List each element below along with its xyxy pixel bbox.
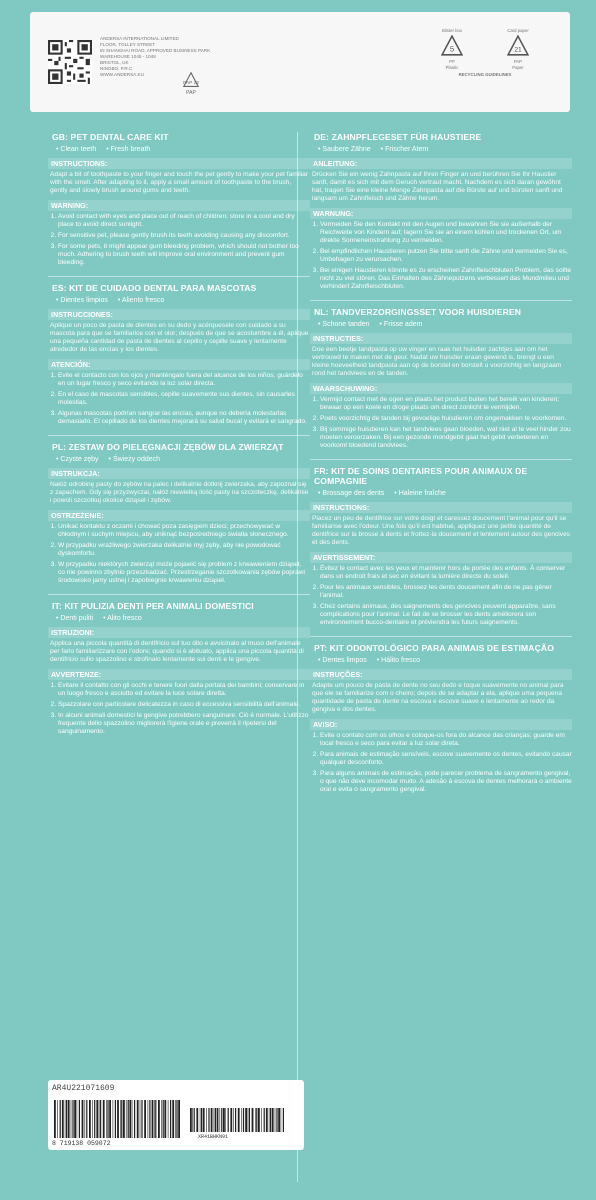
warning-list — [310, 732, 572, 794]
address-line: BRISTOL, UK — [100, 60, 129, 65]
warning-item: 1. Évitez le contact avec les yeux et maintenir hors de portée des enfants. À conserver dans un endroit frais et sec en évitant la lumière directe du soleil. — [320, 565, 572, 581]
secondary-barcode — [188, 1108, 288, 1132]
pap-code: PAP — [186, 90, 196, 96]
warning-label: WARNUNG: — [310, 208, 572, 219]
section-gb — [48, 132, 310, 267]
instructions-text: Drücken Sie ein wenig Zahnpasta auf Ihren Finger an und berühren Sie Ihr Haustier sanft, damit es sich mit dem Geruch vertraut macht. Nachdem es sich daran gewöhnt hat, tragen Sie eine kleine Menge Zahnpasta auf die Bürste auf und bürsten sanft und langsam um Zahnfleisch und Zähne herum. — [312, 171, 563, 202]
instructions-text: Doe een beetje tandpasta op uw vinger en raak het huisdier zachtjes aan om het vertrouwd te maken met de geur. Nadat uw huisdier eraan gewend is, brengt u een kleine hoeveelheid tandpasta aan op de borstel en borstelt u voorzichtig en langzaam rond het tandvlees en de tanden. — [312, 346, 562, 377]
blister-label: Blister box — [441, 28, 463, 33]
benefit-list — [56, 615, 310, 622]
section-title: FR: KIT DE SOINS DENTAIRES POUR ANIMAUX DE COMPAGNIE — [314, 466, 528, 486]
qr-code — [48, 40, 92, 84]
warning-label: WARNING: — [48, 200, 310, 211]
warning-list — [310, 396, 572, 450]
recycle-name: Paper — [512, 64, 524, 70]
benefit-list — [56, 297, 310, 304]
batch-code: AR4U221071609 — [52, 1084, 115, 1093]
benefit-item: • Czyste zęby — [56, 456, 99, 463]
ean-number: 8 719138 059072 — [52, 1140, 111, 1147]
warning-item: 2. Poets voorzichtig de tanden bij gevoelige huisdieren om ongemakken te voorkomen. — [320, 415, 572, 423]
instructions-label: INSTRUCTIES: — [310, 333, 572, 344]
warning-item: 2. For sensitive pet, please gently brush its teeth avoiding causing any discomfort. — [58, 232, 310, 240]
warning-item: 1. Evite o contato com os olhos e coloque-os fora do alcance das crianças; guarde em local fresco e seco para evitar a luz solar direta. — [320, 732, 572, 748]
section-divider — [310, 636, 572, 637]
benefit-item: • Saubere Zähne — [318, 146, 371, 153]
warning-item: 1. Unikać kontaktu z oczami i chować poza zasięgiem dzieci; przechowywać w chłodnym i suchym miejscu, aby uniknąć bezpośredniego światła słonecznego. — [58, 523, 310, 539]
section-divider — [310, 459, 572, 460]
section-title: PT: KIT ODONTOLÓGICO PARA ANIMAIS DE ESTIMAÇÃO — [314, 643, 554, 653]
benefit-list — [56, 456, 310, 463]
address-line: WAREHOUSE 1045 - 1048 — [100, 54, 156, 59]
section-title: DE: ZAHNPFLEGESET FÜR HAUSTIERE — [314, 132, 482, 142]
warning-item: 3. In alcuni animali domestici le gengive potrebbero sanguinare. Ciò è normale. L'utilizzo frequente dello spazzolino migliorerà l'igiene orale e preverrà il ripetersi del sanguinamento. — [58, 712, 310, 736]
recycling-symbols — [430, 28, 540, 70]
instructions-text: Nałóż odrobinę pasty do zębów na palec i delikatnie dotknij zwierzaka, aby zapoznał się z zapachem. Gdy się przyzwyczai, nałóż niewielką ilość pasty na szczoteczkę, delikatnie i powoli szczotkuj okolice dziąseł i zębów. — [50, 481, 309, 504]
warning-list — [48, 372, 310, 426]
instructions-label: INSTRUCCIONES: — [48, 309, 310, 320]
benefit-list — [56, 146, 310, 153]
left-column — [48, 132, 310, 745]
recycle-material: PAP — [513, 59, 523, 65]
section-title: IT: KIT PULIZIA DENTI PER ANIMALI DOMESTICI — [52, 601, 254, 611]
warning-label: OSTRZEŻENIE: — [48, 510, 310, 521]
barcode-panel — [48, 1080, 304, 1150]
section-divider — [48, 435, 310, 436]
warning-item: 3. For some pets, it might appear gum bleeding problem, which should not bother too much. Adhering to brush teeth will improve oral environment and prevent gum bleeding. — [58, 243, 310, 267]
warning-item: 1. Vermeiden Sie den Kontakt mit den Augen und bewahren Sie sie außerhalb der Reichweite von Kindern auf; lagern Sie sie an einem kühlen und trockenen Ort, um direkte Sonneneinstrahlung zu vermeiden. — [320, 221, 572, 245]
warning-label: AVVERTENZE: — [48, 669, 310, 680]
instructions-label: INSTRUKCJA: — [48, 468, 310, 479]
section-it — [48, 601, 310, 736]
warning-item: 3. W przypadku niektórych zwierząt może pojawić się problem z krwawieniem dziąseł, co nie powinno zbytnio przeszkadzać. Przestrzeganie szczotkowania zębów poprawi środowisko jamy ustnej i zapobiegnie krwawieniu dziąseł. — [58, 561, 310, 585]
section-divider — [48, 276, 310, 277]
warning-item: 3. Para alguns animais de estimação, pode parecer problema de sangramento gengival, o que não deve incomodar muito. A adesão à escova de dentes melhorará o ambiente oral e evita o sangramento gengival. — [320, 770, 572, 794]
instructions-text: Placez un peu de dentifrice sur votre doigt et caressez doucement l'animal pour qu'il se familiarise avec l'odeur. Une fois qu'il est habitué, appliquez une petite quantité de dentifrice sur la brosse à dents et frottez-la doucement et lentement autour des gencives et des dents. — [312, 515, 571, 546]
section-title: ES: KIT DE CUIDADO DENTAL PARA MASCOTAS — [52, 283, 257, 293]
instructions-label: INSTRUÇÕES: — [310, 669, 572, 680]
recycle-material: PP — [449, 59, 455, 65]
warning-item: 2. Spazzolare con particolare delicatezza in caso di eccessiva sensibilità dell'animale. — [58, 701, 310, 709]
warning-item: 1. Evitare il contatto con gli occhi e tenere fuori dalla portata dei bambini; conservare in un luogo fresco e asciutto ed evitare la luce solare diretta. — [58, 682, 310, 698]
warning-label: AVERTISSEMENT: — [310, 552, 572, 563]
section-divider — [310, 300, 572, 301]
instructions-text: Applica una piccola quantità di dentifricio sul tuo dito e avvicinalo al muso dell'animale per farlo familiarizzare con l'odore; quando si è abituato, applica una piccola quantità di dentifricio sullo spazzolino e strofinalo lentamente sui denti e le gengive. — [50, 640, 304, 663]
recycling-symbol-blister — [430, 28, 474, 70]
section-nl — [310, 307, 572, 450]
pap-symbol — [180, 72, 202, 96]
benefit-list — [318, 321, 572, 328]
address-line: ANDERSA INTERNATIONAL LIMITED — [100, 36, 179, 41]
benefit-item: • Haleine fraîche — [394, 490, 446, 497]
warning-item: 3. Chez certains animaux, des saignements des gencives peuvent apparaître, sans complications pour l'animal. Le fait de se brosser les dents améliorera son environnement bucco-dentaire et préviendra les futurs saignements. — [320, 603, 572, 627]
warning-item: 2. En el caso de mascotas sensibles, cepille suavemente sus dientes, sin causarles molestias. — [58, 391, 310, 407]
recycle-number: 5 — [449, 44, 455, 54]
instructions-label: INSTRUCTIONS: — [48, 158, 310, 169]
address-line: FLOOR, TOLLEY STREET — [100, 42, 156, 47]
warning-list — [48, 682, 310, 736]
instructions-label: INSTRUCTIONS: — [310, 502, 572, 513]
header-panel — [30, 12, 570, 112]
instructions-label: ANLEITUNG: — [310, 158, 572, 169]
secondary-barcode-number: XR41BHKN91 — [198, 1134, 229, 1140]
section-title: GB: PET DENTAL CARE KIT — [52, 132, 169, 142]
benefit-item: • Dentes limpos — [318, 657, 367, 664]
warning-item: 3. Bei einigen Haustieren könnte es zu erscheinen Zahnfleischbluten Problem, das sollte nicht zu viel stören. Das Einhalten des Zähneputzens verbessert das Mundmilieu und verhindert Zahnfleischbluten. — [320, 267, 572, 291]
recycling-title: RECYCLING GUIDELINES — [458, 72, 512, 78]
warning-item: 1. Vermijd contact met de ogen en plaats het product buiten het bereik van kinderen; bewaar op een koele en droge plaats om direct zonlicht te vermijden. — [320, 396, 572, 412]
recycle-name: Plastic — [445, 64, 459, 70]
warning-item: 2. Bei empfindlichen Haustieren putzen Sie bitte sanft die Zähne und vermeiden Sie es, Unbehagen zu verursachen. — [320, 248, 572, 264]
instructions-text: Adapt a bit of toothpaste to your finger and touch the pet gently to make your pet familiar with the smell. After adapting to it, apply a small amount of toothpaste to the brush, gently and slowly brush around gums and teeth. — [50, 171, 309, 194]
benefit-list — [318, 490, 572, 497]
benefit-list — [318, 146, 572, 153]
instructions-text: Aplique un poco de pasta de dientes en su dedo y acérquesele con cuidado a su mascota para que se familiarice con el olor; después de que se acostumbre a él, aplique una pequeña cantidad de pasta de dientes al cepillo y cepille suave y lentamente alrededor de las encías y los dientes. — [50, 322, 309, 353]
warning-list — [48, 523, 310, 585]
benefit-item: • Frisse adem — [379, 321, 423, 328]
warning-list — [310, 221, 572, 291]
benefit-item: • Frischer Atem — [380, 146, 429, 153]
card-label: Card paper — [507, 28, 529, 33]
section-pt — [310, 643, 572, 794]
section-title: NL: TANDVERZORGINGSSET VOOR HUISDIEREN — [314, 307, 522, 317]
benefit-item: • Aliento fresco — [117, 297, 165, 304]
section-es — [48, 283, 310, 426]
recycle-number: 21 — [514, 46, 522, 54]
recycle-triangle-icon — [507, 35, 529, 57]
warning-item: 2. W przypadku wrażliwego zwierzaka delikatnie myj zęby, aby nie powodować dyskomfortu. — [58, 542, 310, 558]
warning-item: 2. Para animais de estimação sensíveis, escove suavemente os dentes, evitando causar qualquer desconforto. — [320, 751, 572, 767]
warning-list — [48, 213, 310, 267]
benefit-item: • Dientes limpios — [56, 297, 108, 304]
benefit-item: • Hálito fresco — [376, 657, 421, 664]
benefit-list — [318, 657, 572, 664]
right-column — [310, 132, 572, 803]
section-pl — [48, 442, 310, 585]
benefit-item: • Alito fresco — [103, 615, 142, 622]
section-fr — [310, 466, 572, 627]
benefit-item: • Schone tanden — [318, 321, 370, 328]
ean-barcode — [52, 1100, 182, 1142]
warning-label: AVISO: — [310, 719, 572, 730]
address-line: WWW.ANDERSA.EU — [100, 72, 144, 77]
recycling-symbol-card — [496, 28, 540, 70]
instructions-text: Adapte um pouco de pasta de dente no seu dedo e toque suavemente no animal para que ele se familiarize com o cheiro; depois de se adaptar a ela, aplique uma pequena quantidade de pasta de dente na escova e escove suave e lentamente ao redor da gengiva e dos dentes. — [312, 682, 564, 713]
address-line: IN SHANGHAI ROAD, APPROVED BUSINESS PARK — [100, 48, 211, 53]
instructions-label: ISTRUZIONI: — [48, 627, 310, 638]
importer-address — [100, 36, 230, 78]
benefit-item: • Świeży oddech — [108, 456, 161, 463]
warning-item: 3. Bij sommige huisdieren kan het tandvlees gaan bloeden, wat niet al te veel hinder zou moeten veroorzaken. Bij een gezonde mondgebit gaat het gebit verbeteren en voorkomt bloedend tandvlees. — [320, 426, 572, 450]
warning-item: 2. Pour les animaux sensibles, brossez les dents doucement afin de ne pas gêner l'animal. — [320, 584, 572, 600]
warning-item: 1. Avoid contact with eyes and place out of reach of children; store in a cool and dry place to avoid direct sunlight. — [58, 213, 310, 229]
benefit-item: • Fresh breath — [106, 146, 151, 153]
warning-list — [310, 565, 572, 627]
warning-item: 3. Algunas mascotas podrían sangrar las encías, aunque no debería molestarlas demasiado. El cepillado de los dientes mejorará su salud bucal y evitará el sangrado. — [58, 410, 310, 426]
benefit-item: • Clean teeth — [56, 146, 97, 153]
section-de — [310, 132, 572, 291]
pap-number: PAP 22 — [183, 81, 199, 86]
recycle-triangle-icon — [441, 35, 463, 57]
address-line: NINGBO, P.R.C — [100, 66, 133, 71]
recycling-block — [430, 28, 540, 78]
section-title: PL: ZESTAW DO PIELĘGNACJI ZĘBÓW DLA ZWIERZĄT — [52, 442, 284, 452]
benefit-item: • Denti puliti — [56, 615, 94, 622]
recycle-triangle-icon — [183, 72, 199, 88]
section-divider — [48, 594, 310, 595]
warning-label: ATENCIÓN: — [48, 359, 310, 370]
warning-item: 1. Evite el contacto con los ojos y manténgalo fuera del alcance de los niños; guárdelo en un lugar fresco y seco evitando la luz solar directa. — [58, 372, 310, 388]
warning-label: WAARSCHUWING: — [310, 383, 572, 394]
benefit-item: • Brossage des dents — [318, 490, 385, 497]
